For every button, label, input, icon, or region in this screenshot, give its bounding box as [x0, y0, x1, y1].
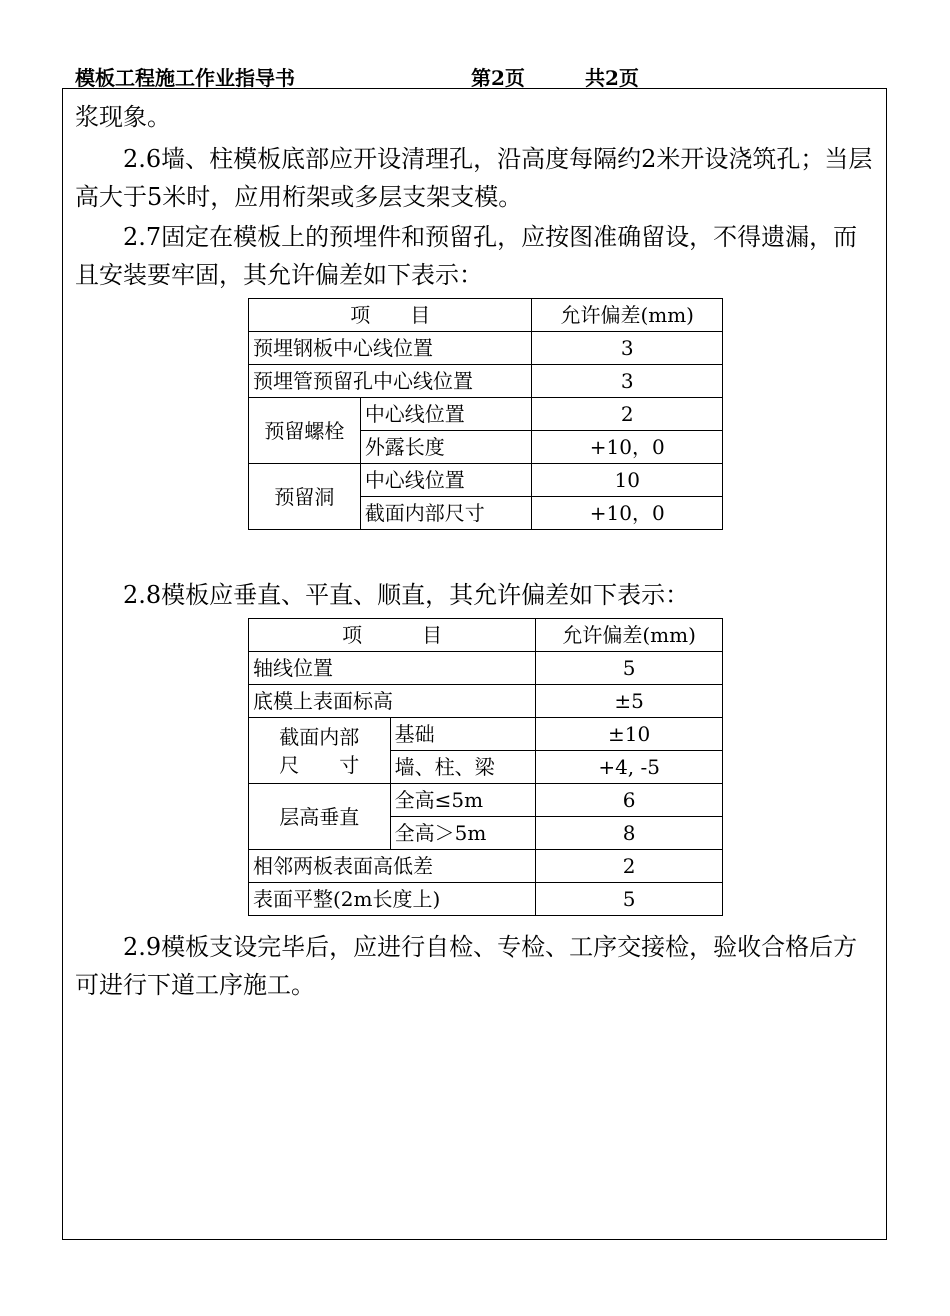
row-value: +4, -5 [536, 751, 723, 784]
row-name: 外露长度 [360, 431, 532, 464]
row-name: 相邻两板表面高低差 [249, 850, 536, 883]
row-name: 表面平整(2m长度上) [249, 883, 536, 916]
paragraph-2-6: 2.6墙、柱模板底部应开设清理孔，沿高度每隔约2米开设浇筑孔；当层高大于5米时，应用桁架或多层支架支模。 [75, 145, 873, 211]
row-name: 墙、柱、梁 [390, 751, 536, 784]
table-row [249, 718, 723, 751]
header-deviation: 允许偏差(mm) [536, 619, 723, 652]
table-row [249, 883, 723, 916]
header-deviation: 允许偏差(mm) [532, 299, 723, 332]
group-name-line: 尺 寸 [279, 752, 360, 777]
document-title: 模板工程施工作业指导书 [75, 66, 295, 90]
paragraph-2-9: 2.9模板支设完毕后，应进行自检、专检、工序交接检，验收合格后方可进行下道工序施工。 [75, 933, 858, 999]
paragraph-intro: 浆现象。 [75, 103, 171, 131]
row-value: 3 [532, 332, 723, 365]
group-name: 预留螺栓 [249, 398, 361, 464]
row-name: 基础 [390, 718, 536, 751]
table-row [249, 332, 723, 365]
row-value: 3 [532, 365, 723, 398]
formwork-deviation-table [248, 618, 723, 916]
table-header-row [249, 619, 723, 652]
row-value: ±5 [536, 685, 723, 718]
row-value: 10 [532, 464, 723, 497]
page-total: 共2页 [585, 66, 639, 90]
row-name: 底模上表面标高 [249, 685, 536, 718]
row-value: ±10 [536, 718, 723, 751]
group-name: 预留洞 [249, 464, 361, 530]
row-name: 中心线位置 [360, 464, 532, 497]
table-row [249, 685, 723, 718]
table-row [249, 784, 723, 817]
row-name: 轴线位置 [249, 652, 536, 685]
row-value: 2 [532, 398, 723, 431]
paragraph-2-8: 2.8模板应垂直、平直、顺直，其允许偏差如下表示： [75, 581, 690, 609]
row-name: 预埋管预留孔中心线位置 [249, 365, 532, 398]
table-header-row [249, 299, 723, 332]
row-value: 6 [536, 784, 723, 817]
table-row [249, 464, 723, 497]
group-name [249, 718, 391, 784]
row-name: 全高＞5m [390, 817, 536, 850]
row-value: 5 [536, 883, 723, 916]
header-item: 项 目 [249, 619, 536, 652]
page-number: 第2页 [471, 66, 525, 90]
embedded-parts-deviation-table [248, 298, 723, 530]
row-value: 8 [536, 817, 723, 850]
table-row [249, 652, 723, 685]
row-value: +10，0 [532, 497, 723, 530]
row-name: 预埋钢板中心线位置 [249, 332, 532, 365]
row-name: 中心线位置 [360, 398, 532, 431]
row-value: 5 [536, 652, 723, 685]
table-row [249, 850, 723, 883]
table-row [249, 365, 723, 398]
paragraph-2-7: 2.7固定在模板上的预埋件和预留孔，应按图准确留设，不得遗漏，而且安装要牢固，其允许偏差如下表示： [75, 223, 858, 289]
row-value: 2 [536, 850, 723, 883]
header-item: 项 目 [249, 299, 532, 332]
group-name-line: 截面内部 [279, 724, 360, 749]
row-name: 截面内部尺寸 [360, 497, 532, 530]
row-value: +10，0 [532, 431, 723, 464]
group-name: 层高垂直 [249, 784, 391, 850]
table-row [249, 398, 723, 431]
row-name: 全高≤5m [390, 784, 536, 817]
